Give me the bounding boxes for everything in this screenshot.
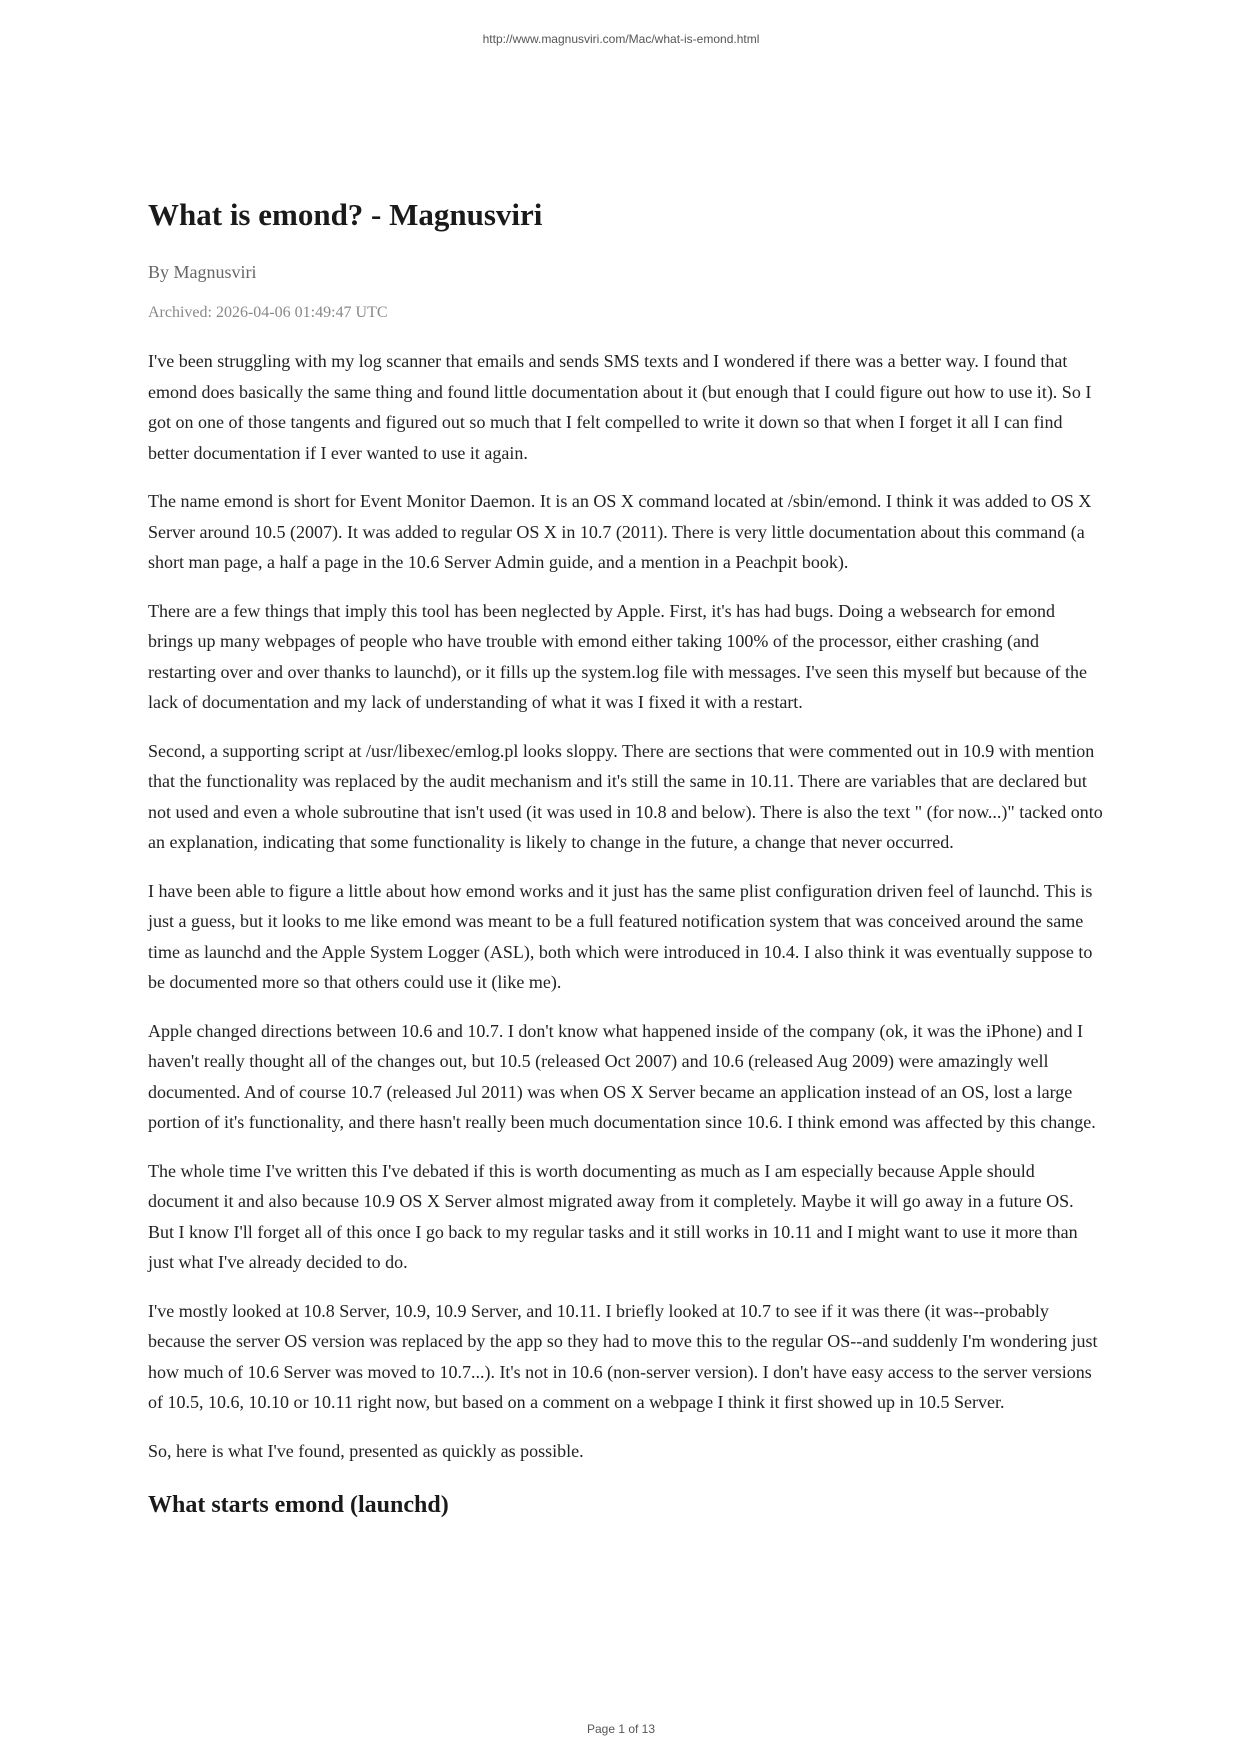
paragraph: There are a few things that imply this tool has been neglected by Apple. First, it's has had bugs. Doing a websearch for emond brings up many webpages of people who have trouble with emond either taking 100% of the processor, either crashing (and restarting over and over thanks to launchd), or it fills up the system.log file with messages. I've seen this myself but because of the lack of documentation and my lack of understanding of what it was I fixed it with a restart. [148, 600, 1088, 712]
paragraph: I've been struggling with my log scanner that emails and sends SMS texts and I wondered if there was a better way. I found that emond does basically the same thing and found little documentation about it (but enough that I could figure out how to use it). So I got on one of those tangents and figured out so much that I felt compelled to write it down so that when I forget it all I can find better documentation if I ever wanted to use it again. [148, 351, 1092, 463]
archived-timestamp: Archived: 2026-04-06 01:49:47 UTC [148, 304, 388, 321]
paragraph: I have been able to figure a little about how emond works and it just has the same plist configuration driven feel of launchd. This is just a guess, but it looks to me like emond was meant to be a full featured notification system that was conceived around the same time as launchd and the Apple System Logger (ASL), both which were introduced in 10.4. I also think it was eventually suppose to be documented more so that others could use it (like me). [148, 880, 1093, 992]
paragraph: Second, a supporting script at /usr/libexec/emlog.pl looks sloppy. There are sections that were commented out in 10.9 with mention that the functionality was replaced by the audit mechanism and it's still the same in 10.11. There are variables that are declared but not used and even a whole subroutine that isn't used (it was used in 10.8 and below). There is also the text " (for now...)" tacked onto an explanation, indicating that some functionality is likely to change in the future, a change that never occurred. [148, 740, 1103, 852]
article [148, 196, 1104, 1520]
paragraph: I've mostly looked at 10.8 Server, 10.9, 10.9 Server, and 10.11. I briefly looked at 10.7 to see if it was there (it was--probably because the server OS version was replaced by the app so they had to move this to the regular OS--and suddenly I'm wondering just how much of 10.6 Server was moved to 10.7...). It's not in 10.6 (non-server version). I don't have easy access to the server versions of 10.5, 10.6, 10.10 or 10.11 right now, but based on a comment on a webpage I think it first showed up in 10.5 Server. [148, 1300, 1098, 1412]
page-url: http://www.magnusviri.com/Mac/what-is-emond.html [482, 32, 760, 46]
article-body [148, 346, 1104, 1466]
section-heading: What starts emond (launchd) [148, 1492, 449, 1518]
article-title: What is emond? - Magnusviri [148, 197, 543, 232]
paragraph: The whole time I've written this I've debated if this is worth documenting as much as I am especially because Apple should document it and also because 10.9 OS X Server almost migrated away from it completely. Maybe it will go away in a future OS. But I know I'll forget all of this once I go back to my regular tasks and it still works in 10.11 and I might want to use it more than just what I've already decided to do. [148, 1160, 1078, 1272]
paragraph: The name emond is short for Event Monitor Daemon. It is an OS X command located at /sbin/emond. I think it was added to OS X Server around 10.5 (2007). It was added to regular OS X in 10.7 (2011). There is very little documentation about this command (a short man page, a half a page in the 10.6 Server Admin guide, and a mention in a Peachpit book). [148, 491, 1092, 572]
page-indicator: Page 1 of 13 [586, 1722, 656, 1736]
paragraph: Apple changed directions between 10.6 and 10.7. I don't know what happened inside of the company (ok, it was the iPhone) and I haven't really thought all of the changes out, but 10.5 (released Oct 2007) and 10.6 (released Aug 2009) were amazingly well documented. And of course 10.7 (released Jul 2011) was when OS X Server became an application instead of an OS, lost a large portion of it's functionality, and there hasn't really been much documentation since 10.6. I think emond was affected by this change. [148, 1020, 1096, 1132]
article-byline: By Magnusviri [148, 262, 257, 282]
paragraph: So, here is what I've found, presented as quickly as possible. [148, 1440, 584, 1461]
